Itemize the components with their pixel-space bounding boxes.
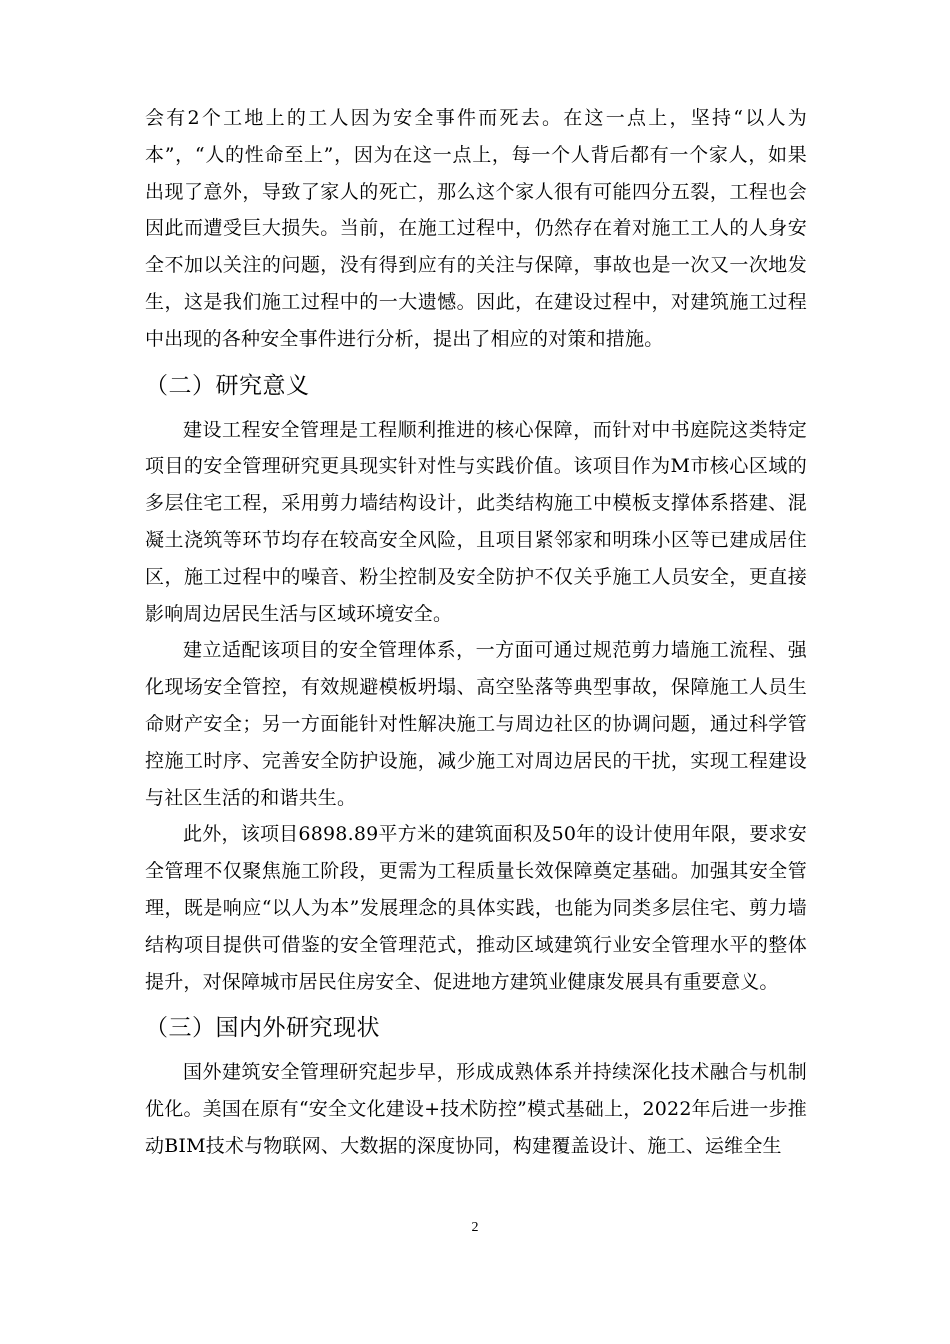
significance-paragraph-2: 建立适配该项目的安全管理体系，一方面可通过规范剪力墙施工流程、强化现场安全管控，有效规避模板坍塌、高空坠落等典型事故，保障施工人员生命财产安全；另一方面能针对性解决施工与周边社区的协调问题，通过科学管控施工时序、完善安全防护设施，减少施工对周边居民的干扰，实现工程建设与社区生活的和谐共生。 (145, 639, 807, 809)
section-heading-significance: （二）研究意义 (145, 372, 310, 399)
page-number: 2 (471, 1220, 479, 1235)
significance-paragraph-1: 建设工程安全管理是工程顺利推进的核心保障，而针对中书庭院这类特定项目的安全管理研究更具现实针对性与实践价值。该项目作为M市核心区域的多层住宅工程，采用剪力墙结构设计，此类结构施工中模板支撑体系搭建、混凝土浇筑等环节均存在较高安全风险，且项目紧邻家和明珠小区等已建成居住区，施工过程中的噪音、粉尘控制及安全防护不仅关乎施工人员安全，更直接影响周边居民生活与区域环境安全。 (145, 418, 807, 625)
section-heading-research-status: （三）国内外研究现状 (145, 1015, 380, 1042)
intro-paragraph: 会有2个工地上的工人因为安全事件而死去。在这一点上，坚持“以人为本”，“人的性命至上”，因为在这一点上，每一个人背后都有一个家人，如果出现了意外，导致了家人的死亡，那么这个家人很有可能四分五裂，工程也会因此而遭受巨大损失。当前，在施工过程中，仍然存在着对施工工人的人身安全不加以关注的问题，没有得到应有的关注与保障，事故也是一次又一次地发生，这是我们施工过程中的一大遗憾。因此，在建设过程中，对建筑施工过程中出现的各种安全事件进行分析，提出了相应的对策和措施。 (145, 107, 807, 350)
research-status-paragraph-1: 国外建筑安全管理研究起步早，形成成熟体系并持续深化技术融合与机制优化。美国在原有“安全文化建设+技术防控”模式基础上，2022年后进一步推动BIM技术与物联网、大数据的深度协同，构建覆盖设计、施工、运维全生 (145, 1061, 807, 1157)
document-page (145, 100, 807, 1165)
significance-paragraph-3: 此外，该项目6898.89平方米的建筑面积及50年的设计使用年限，要求安全管理不仅聚焦施工阶段，更需为工程质量长效保障奠定基础。加强其安全管理，既是响应“以人为本”发展理念的具体实践，也能为同类多层住宅、剪力墙结构项目提供可借鉴的安全管理范式，推动区域建筑行业安全管理水平的整体提升，对保障城市居民住房安全、促进地方建筑业健康发展具有重要意义。 (145, 823, 807, 993)
